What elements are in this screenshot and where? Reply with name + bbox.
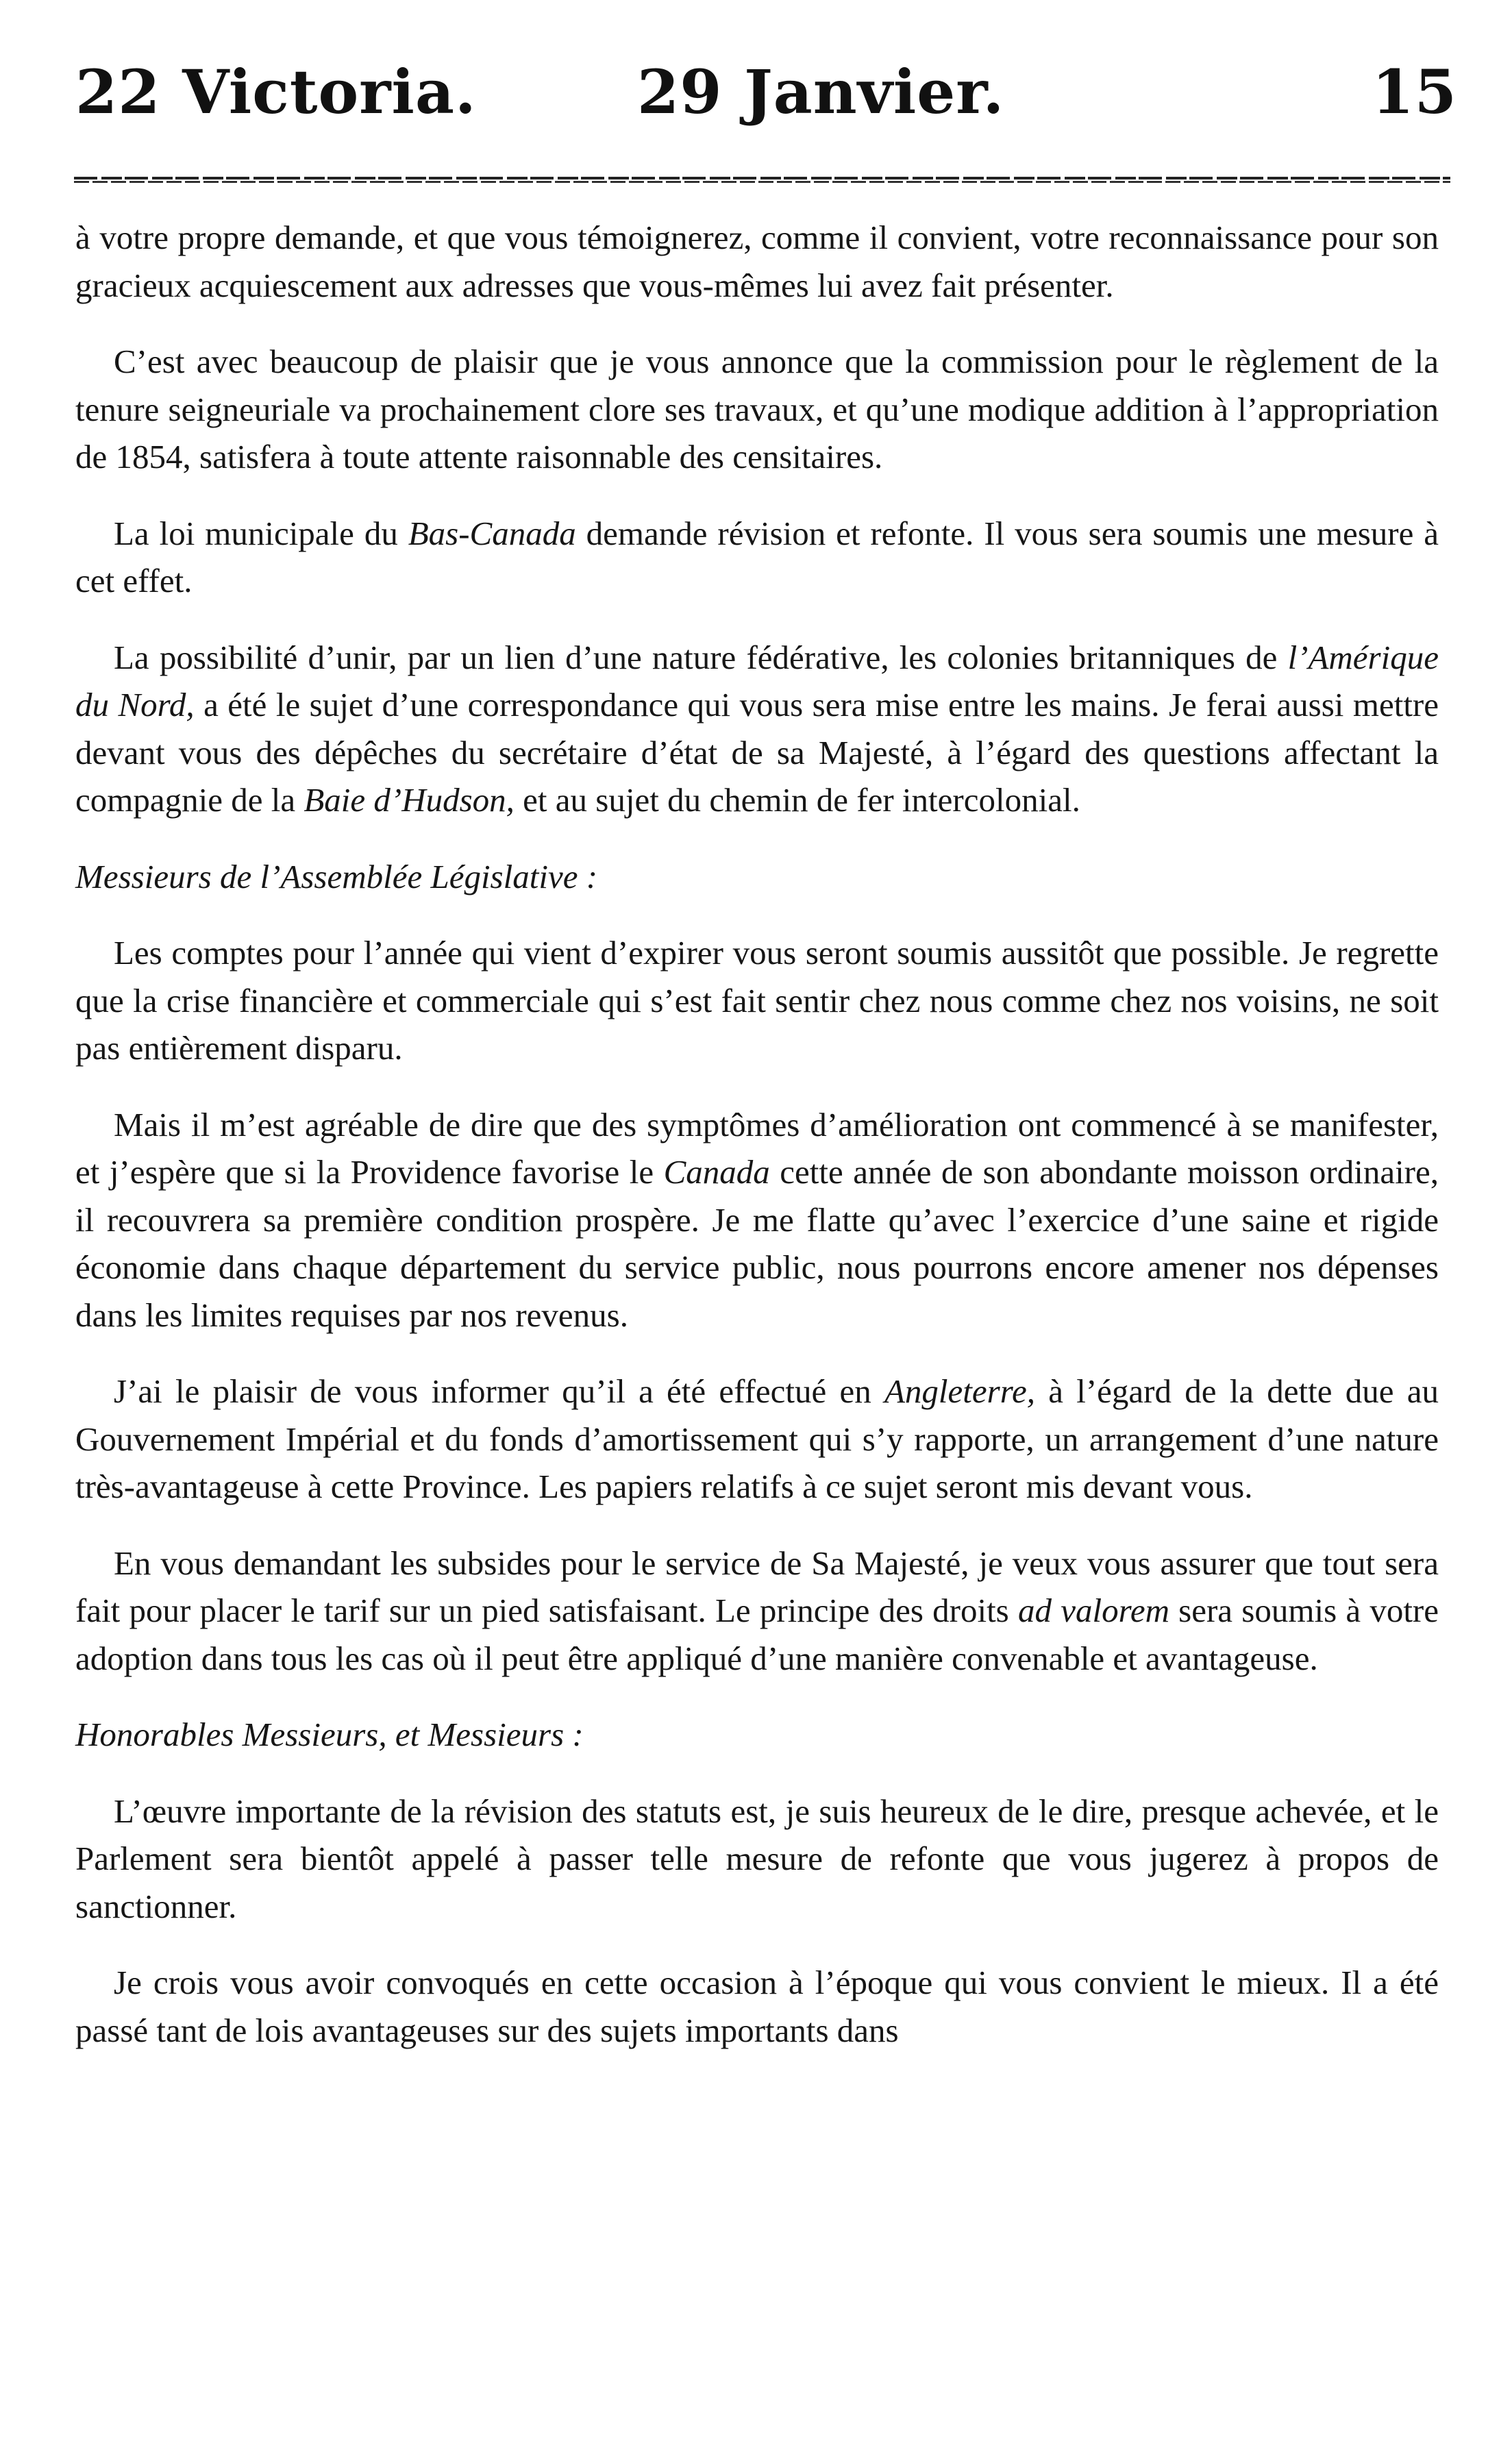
paragraph-text: demande révision et refonte. Il vous sera soumis une mesure à cet effet. [75, 514, 1439, 599]
header-rule [74, 177, 1450, 184]
italic-place-name: Canada [663, 1153, 770, 1191]
paragraph-5 [75, 929, 1439, 1072]
paragraph-text: La loi municipale du [114, 514, 408, 552]
paragraph-2 [75, 338, 1439, 481]
paragraph-7 [75, 1368, 1439, 1511]
paragraph-text: Les comptes pour l’année qui vient d’expirer vous seront soumis aussitôt que possible. Je regrette que la crise financière et commerciale qui s’est fait sentir chez nous comme chez nos voisins, ne soit pas entièrement disparu. [75, 934, 1439, 1067]
header-rule-bottom [74, 181, 1450, 183]
paragraph-text: et au sujet du chemin de fer intercolonial. [514, 781, 1080, 819]
header-regnal-year: 22 Victoria. [75, 56, 477, 127]
salutation-assembly: Messieurs de l’Assemblée Législative : [75, 857, 598, 895]
paragraph-6 [75, 1101, 1439, 1339]
paragraph-4 [75, 634, 1439, 824]
document-body [75, 214, 1439, 2054]
paragraph-text: cette année de son abondante moisson ordinaire, il recouvrera sa première condition prospère. Je me flatte qu’avec l’exercice d’une saine et rigide économie dans chaque département du service public, nous pourrons encore amener nos dépenses dans les limites requises par nos revenus. [75, 1153, 1439, 1334]
paragraph-10 [75, 1959, 1439, 2054]
paragraph-text: C’est avec beaucoup de plaisir que je vous annonce que la commission pour le règlement de la tenure seigneuriale va prochainement clore ses travaux, et qu’une modique addition à l’appropriation de 1854, satisfera à toute attente raisonnable des censitaires. [75, 343, 1439, 475]
paragraph-text: à l’égard de la dette due au Gouvernement Impérial et du fonds d’amortissement qui s’y rapporte, un arrangement d’une nature très-avantageuse à cette Province. Les papiers relatifs à ce sujet seront mis devant vous. [75, 1372, 1439, 1505]
paragraph-9 [75, 1787, 1439, 1931]
paragraph-text: à votre propre demande, et que vous témoignerez, comme il convient, votre reconnaissance pour son gracieux acquiescement aux adresses que vous-mêmes lui avez fait présenter. [75, 219, 1439, 304]
page-number: 15 [1372, 56, 1457, 127]
italic-place-name: l’Amérique du Nord, [75, 638, 1439, 723]
paragraph-8 [75, 1539, 1439, 1683]
paragraph-text: J’ai le plaisir de vous informer qu’il a été effectué en [114, 1372, 884, 1410]
header-date: 29 Janvier. [637, 56, 1005, 127]
paragraph-text: sera soumis à votre adoption dans tous les cas où il peut être appliqué d’une manière convenable et avantageuse. [75, 1592, 1439, 1677]
paragraph-text: Je crois vous avoir convoqués en cette occasion à l’époque qui vous convient le mieux. Il a été passé tant de lois avantageuses sur des sujets importants dans [75, 1964, 1439, 2049]
italic-place-name: Baie d’Hudson, [303, 781, 515, 819]
paragraph-1 [75, 214, 1439, 309]
italic-place-name: Angleterre, [884, 1372, 1035, 1410]
paragraph-text: La possibilité d’unir, par un lien d’une nature fédérative, les colonies britanniques de [114, 638, 1288, 676]
paragraph-3 [75, 510, 1439, 605]
italic-latin-term: ad valorem [1017, 1592, 1169, 1629]
salutation-honorables: Honorables Messieurs, et Messieurs : [75, 1716, 584, 1753]
paragraph-text: L’œuvre importante de la révision des statuts est, je suis heureux de le dire, presque achevée, et le Parlement sera bientôt appelé à passer telle mesure de refonte que vous jugerez à propos de sanctionner. [75, 1792, 1439, 1925]
italic-place-name: Bas-Canada [408, 514, 576, 552]
header-rule-top [74, 177, 1450, 180]
paragraph-text: En vous demandant les subsides pour le service de Sa Majesté, je veux vous assurer que tout sera fait pour placer le tarif sur un pied satisfaisant. Le principe des droits [75, 1544, 1439, 1629]
paragraph-text: a été le sujet d’une correspondance qui vous sera mise entre les mains. Je ferai aussi mettre devant vous des dépêches du secrétaire d’état de sa Majesté, à l’égard des questions affectant la compagnie de la [75, 686, 1439, 819]
page-header [75, 56, 1457, 138]
paragraph-text: Mais il m’est agréable de dire que des symptômes d’amélioration ont commencé à se manifester, et j’espère que si la Providence favorise le [75, 1105, 1439, 1191]
